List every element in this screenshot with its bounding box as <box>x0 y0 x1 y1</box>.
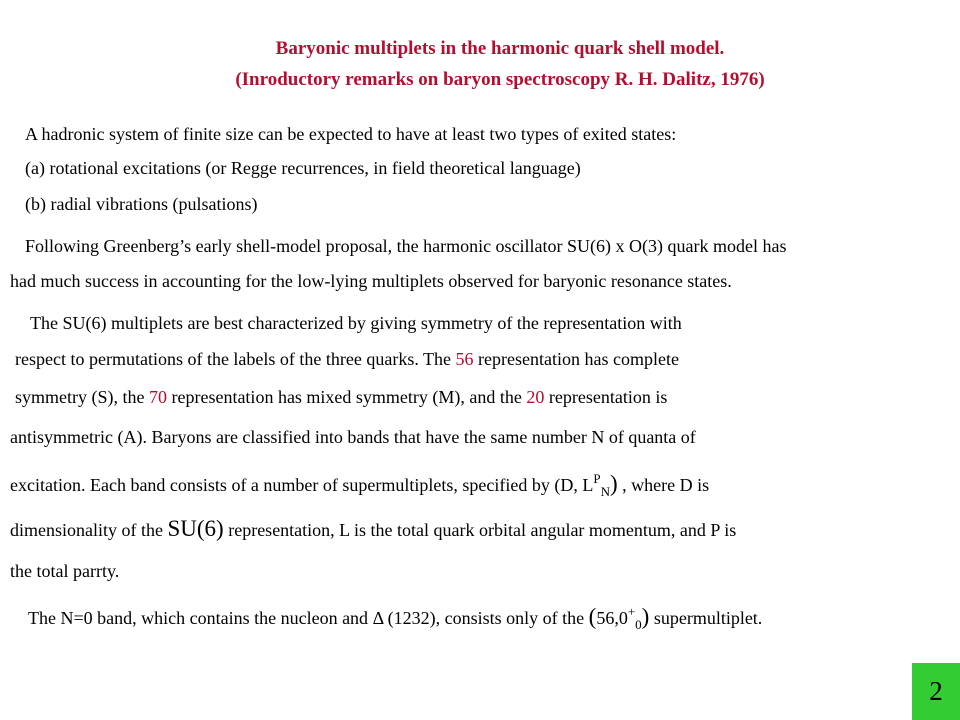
slide-title: Baryonic multiplets in the harmonic quark shell model. <box>275 38 725 59</box>
text-run: , where D is <box>617 475 710 495</box>
rep-70-highlight: 70 <box>148 387 167 407</box>
page-number-badge: 2 <box>912 663 960 720</box>
paren-close: ) <box>641 604 650 629</box>
paragraph-line: Following Greenberg’s early shell-model proposal, the harmonic oscillator SU(6) x O(3) quark model has <box>25 236 787 256</box>
subscript-n: N <box>600 484 610 499</box>
paragraph-line: antisymmetric (A). Baryons are classified into bands that have the same number N of quanta of <box>10 427 696 447</box>
rep-20-highlight: 20 <box>526 387 545 407</box>
text-run: (1232), consists only of the <box>383 608 589 628</box>
text-run: dimensionality of the <box>10 520 168 540</box>
text-run: representation has complete <box>473 349 679 369</box>
paren-open: ( <box>588 604 597 629</box>
text-run: 56,0 <box>596 608 628 628</box>
text-run: The N=0 band, which contains the nucleon and <box>28 608 373 628</box>
text-run: respect to permutations of the labels of the three quarks. The <box>15 349 456 369</box>
subscript-zero: 0 <box>635 617 642 632</box>
delta-symbol: Δ <box>372 608 384 628</box>
text-run: supermultiplet. <box>649 608 763 628</box>
text-run: representation is <box>544 387 668 407</box>
text-run: excitation. Each band consists of a number of supermultiplets, specified by (D, L <box>10 475 594 495</box>
paragraph-line: A hadronic system of finite size can be expected to have at least two types of exited states: <box>25 124 677 144</box>
paragraph-line <box>10 516 736 542</box>
su6-label: SU(6) <box>167 516 224 541</box>
paragraph-line: (b) radial vibrations (pulsations) <box>25 194 258 214</box>
paragraph-line: the total parrty. <box>10 561 120 581</box>
paren-close: ) <box>609 471 618 496</box>
rep-56-highlight: 56 <box>455 349 474 369</box>
text-run: representation, L is the total quark orbital angular momentum, and P is <box>223 520 737 540</box>
paragraph-line <box>28 604 762 630</box>
slide-subtitle: (Inroductory remarks on baryon spectroscopy R. H. Dalitz, 1976) <box>235 69 765 90</box>
paragraph-line: (a) rotational excitations (or Regge recurrences, in field theoretical language) <box>25 158 581 178</box>
paragraph-line <box>15 349 679 370</box>
superscript-p: P <box>593 471 601 486</box>
paragraph-line: The SU(6) multiplets are best characterized by giving symmetry of the representation with <box>30 313 682 333</box>
paragraph-line <box>15 387 667 408</box>
text-run: representation has mixed symmetry (M), and the <box>166 387 527 407</box>
text-run: symmetry (S), the <box>15 387 149 407</box>
paragraph-line: had much success in accounting for the low-lying multiplets observed for baryonic resonance states. <box>10 271 732 291</box>
superscript-plus: + <box>627 604 636 619</box>
paragraph-line <box>10 471 709 497</box>
